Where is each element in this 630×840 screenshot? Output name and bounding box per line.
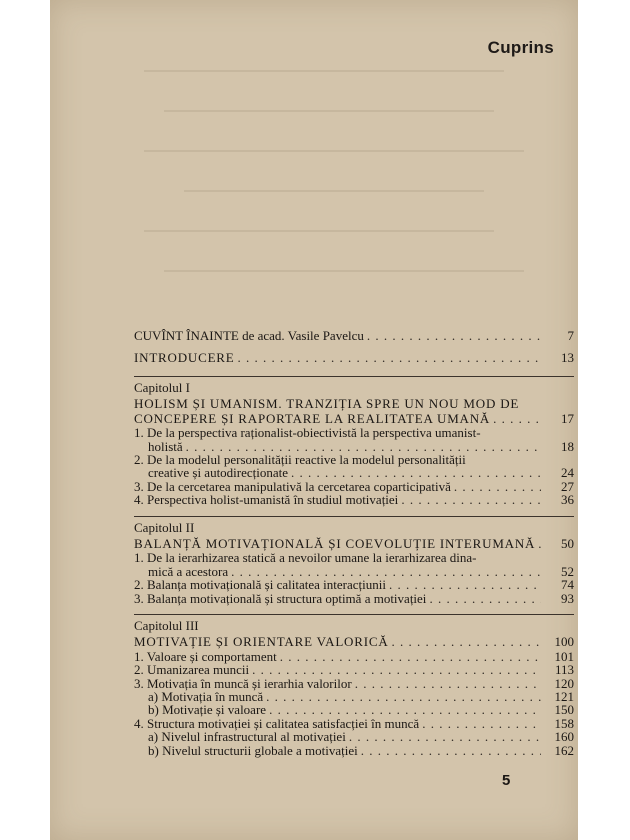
dot-leader bbox=[238, 350, 541, 366]
front-entry-page: 7 bbox=[567, 328, 574, 343]
toc-entry-title: 2. Umanizarea muncii bbox=[134, 662, 250, 678]
dot-leader bbox=[401, 492, 541, 508]
chapter-label: Capitolul II bbox=[134, 519, 195, 535]
chapter-label: Capitolul I bbox=[134, 380, 190, 395]
front-entry bbox=[134, 350, 574, 366]
toc-entry-title: 4. Perspectiva holist-umanistă în studiul motivației bbox=[134, 492, 399, 508]
toc-entry-title: 3. De la cercetarea manipulativă la cercetarea coparticipativă bbox=[134, 478, 451, 494]
chapter-title-page: 100 bbox=[554, 634, 574, 650]
toc-entry-title: b) Nivelul structurii globale a motivației bbox=[148, 742, 358, 758]
chapter-title-page: 17 bbox=[561, 410, 574, 426]
front-entry bbox=[134, 328, 574, 344]
chapter-divider bbox=[134, 614, 574, 615]
toc-entry-title: mică a acestora bbox=[148, 563, 229, 579]
front-entry-title: INTRODUCERE bbox=[134, 350, 235, 365]
front-entry-title: CUVÎNT ÎNAINTE de acad. Vasile Pavelcu bbox=[134, 328, 364, 343]
toc-entry-page: 162 bbox=[554, 742, 574, 758]
chapter-divider bbox=[134, 376, 574, 377]
chapter-title-line: HOLISM ȘI UMANISM. TRANZIȚIA SPRE UN NOU MOD DE bbox=[134, 396, 520, 412]
toc-entry-page: 150 bbox=[554, 702, 574, 718]
page-number: 5 bbox=[502, 772, 511, 789]
toc-entry-title: 3. Balanța motivațională și structura optimă a motivației bbox=[134, 590, 427, 606]
toc-entry-title: creative și autodirecționate bbox=[148, 465, 289, 481]
toc-entry-page: 113 bbox=[554, 662, 574, 678]
toc-entry-page: 27 bbox=[561, 478, 574, 494]
book-page bbox=[50, 0, 578, 840]
toc-entry-title: 4. Structura motivației și calitatea satisfacției în muncă bbox=[134, 715, 420, 731]
toc-entry bbox=[134, 743, 574, 759]
chapter-label: Capitolul III bbox=[134, 618, 199, 633]
chapter-title-page: 50 bbox=[561, 536, 574, 551]
toc-entry-title: 3. Motivația în muncă și ierarhia valorilor bbox=[134, 675, 352, 691]
toc-entry-page: 36 bbox=[561, 492, 574, 508]
toc-entry-page: 101 bbox=[554, 648, 574, 664]
toc-entry bbox=[134, 492, 574, 508]
toc-entry-title: b) Motivație și valoare bbox=[148, 702, 267, 718]
dot-leader bbox=[367, 328, 541, 344]
toc-entry-title: 1. Valoare și comportament bbox=[134, 648, 277, 664]
toc-entry-page: 52 bbox=[561, 563, 574, 579]
toc-entry-page: 121 bbox=[554, 689, 574, 704]
toc-entry-page: 74 bbox=[561, 577, 574, 593]
toc-entry-page: 120 bbox=[554, 675, 574, 691]
toc-entry-title: a) Motivația în muncă bbox=[148, 689, 264, 704]
chapter-title-title: BALANȚĂ MOTIVAȚIONALĂ ȘI COEVOLUȚIE INTERUMANĂ bbox=[134, 536, 536, 551]
toc-entry-page: 93 bbox=[561, 590, 574, 606]
toc-entry-line: 1. De la ierarhizarea statică a nevoilor umane la ierarhizarea dina- bbox=[134, 550, 477, 566]
toc-entry-title: 2. Balanța motivațională și calitatea interacțiunii bbox=[134, 577, 386, 593]
toc-entry-page: 24 bbox=[561, 465, 574, 481]
toc-entry-line: 2. De la modelul personalității reactive la modelul personalității bbox=[134, 452, 466, 467]
toc-entry-page: 160 bbox=[554, 729, 574, 745]
toc-entry-title: holistă bbox=[148, 438, 183, 454]
dot-leader bbox=[429, 591, 541, 607]
toc-entry bbox=[134, 591, 574, 607]
toc-entry-line: 1. De la perspectiva raționalist-obiectivistă la perspectiva umanist- bbox=[134, 425, 481, 441]
bleed-through-texture bbox=[124, 50, 544, 320]
dot-leader bbox=[361, 743, 541, 759]
page-heading: Cuprins bbox=[487, 38, 554, 57]
toc-entry-page: 18 bbox=[561, 438, 574, 454]
chapter-title-title: CONCEPERE ȘI RAPORTARE LA REALITATEA UMANĂ bbox=[134, 410, 491, 426]
front-entry-page: 13 bbox=[561, 350, 574, 365]
toc-entry-page: 158 bbox=[554, 715, 574, 731]
toc-entry-title: a) Nivelul infrastructural al motivației bbox=[148, 729, 346, 745]
chapter-title-title: MOTIVAȚIE ȘI ORIENTARE VALORICĂ bbox=[134, 634, 389, 650]
chapter-divider bbox=[134, 516, 574, 517]
